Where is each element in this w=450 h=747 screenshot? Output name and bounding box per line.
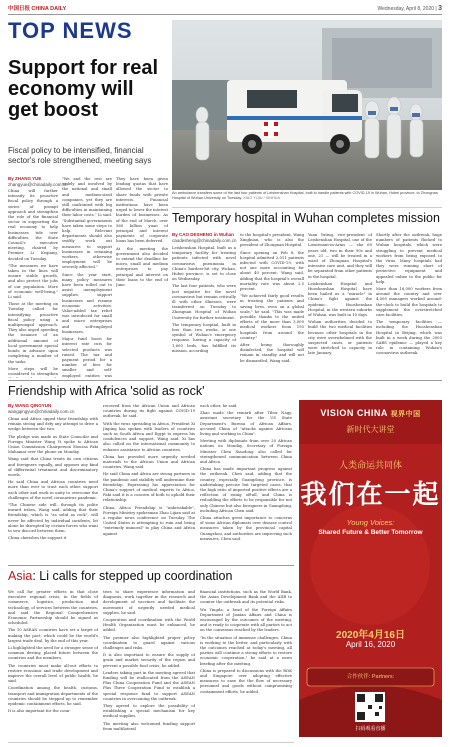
story1-headline: Support for real economy will get boost [8,57,159,121]
masthead-left: 中国日报 CHINA DAILY [8,6,67,12]
ambulance-photo-illustration [172,20,442,190]
story4-col3: financial institutions, such as the World Bank, the Asian Development Bank and the AIIB to counter the outbreak and its potential risks. Wu Yingda, a head of the Foreign Affairs Department of Jiaxian Affairs and China is encouraged by the outcomes of the meeting, and is ready to cooperate with all parties to act on the consensus reached by the leaders. "In the situation of immense challenges, China is working to the better, and particularly with the outcomes reached at today's meeting, all parties will continue a strong efforts to restore economic cooperation," he said at a news briefing after the meeting. China is prepared to discussions with the ROK and Singapore over adopting effective measures to ease the the flow of necessary personnel and goods without compromising containment efforts, he added. [200,589,292,694]
section-title: TOP NEWS [8,18,133,43]
masthead-date: Wednesday, April 8, 2020 | 3 [377,4,442,12]
story2-col1: Leishenshan Hospital, built as a temporary facility for treating patients infected with novel coronavirus pneumonia in China's hardest-hit city, Wuhan, Hubei province, is set to close on Wednesday. The last four patients, who were just negative for the novel coronavirus but remain critically ill with other illnesses, were transferred on Tuesday to Zhongnan Hospital of Wuhan University for further treatment. The temporary hospital, built in less than two weeks, is one symbol of Wuhan's emergency response, having a capacity of 1,600 beds, has fulfilled its mission, according [172,245,236,353]
ad-tagline: Shared Future & Better Tomorrow [318,529,423,536]
ad-brand: VISION CHINA 视界中国 [320,408,421,418]
story3-headline: Friendship with Africa 'solid as rock' [8,384,205,398]
ad-date-cn: 2020年4月16日 [336,630,405,641]
ad-note: 扫码观看直播 [355,726,386,732]
story2-headline: Temporary hospital in Wuhan completes mission [172,211,440,225]
masthead [8,3,442,13]
story2-col4: Shortly after the outbreak, huge numbers of patients flocked to Wuhan hospitals, which were struggling to prevent medical workers from being exposed to the virus. Many hospitals had they were running short of protective equipment and appealed online to the public for help. More than 16,000 workers from around the country and over 4,000 managers worked around-the-clock to build the hospitals to supplement the overstretched care facilities. The temporary facilities — including the Huoshenshan Hospital in Beijing, which was built in a week during the 2003 SARS epidemic — played a key role in containing Wuhan's coronavirus outbreak. [376,232,442,356]
story4-col1: We call for greater efforts in that close executive regional crisis, in the fields of commerce, logistics, production and technology, of services between the countries, and said the Regional Comprehensive Economic Partnership should be signed as scheduled. The 10 ASEAN countries have set a target of making the pact, which could be the world's largest trade deal, by the end of this year. Li highlighted the need for a stronger sense of common destiny, placed future between the countries and the members. The countries must make all-out efforts to restore economic and trade development and improve the overall level of public health, he said. Coordination among the health, customs, transport and immigration departments of the countries should be stepped up to remember epidemic containment efforts, he said. It is also important for the coun- [8,589,98,714]
story1-col3: They have been given lending quotas that have allowed the sector to share funds with private interests. Financial institutions have been urged to lower the interest burden of businesses. As of the end of March, over 560 billion yuan of principal and interest payments of corporate loans has been deferred. At the meeting the government also decided to extend the deadline for micro, small and medium enterprises to pay principal and interest on their loans to the end of June. [116,176,168,288]
story1-col1: China will further intensify its proactive fiscal policy through a series of prompt approach and strengthen the role of the financial sector in supporting the real economy to help businesses tide over difficulties, the State Council's executive meeting, chaired by Premier Li Keqiang, decided on Tuesday. "The measures we have taken in the lines will ensure stable growth, and also protect the jobs of our population. More of economic well-being," Li said. Those at the meeting on Tuesday called for intensifying proactive fiscal policy using a multipronged approach. They also urged speeding the issuance of an additional amount of local government special bonds in advance upon completing a number of the tasks. More steps will be considered to strengthen [8,188,58,376]
ad-subtitle-cn: 人类命运共同体 [338,460,402,470]
story4-headline: Asia: Li calls for stepped up coordination [8,569,233,583]
story2-col3: Yuan Yuting, vice-president of Leishenshan Hospital, one of the Lieutenant-in-Arms — she 60 years old, two in their 90s and one, 21 — will be treated in a ward of Zhongnan Hospital's intensive care unit, and they will be separated from other patients in the hospital. Leishenshan Hospital and Huoshenshan Hospital have been hailed as a "miracle" in China's fight against the epidemic. Huoshenshan Hospital, in the western suburbs of Wuhan, was built in 10 days. Wuhan authorities decided to build the two medical facilities because other hospitals in the city were overwhelmed with the suspected cases, or patients were stretched to capacity in late January. [308,232,372,356]
story2-byline: By CAO DESHENG in Wuhan caodesheng@chinadaily.com.cn [172,232,237,243]
ad-partners: 合作伙伴: Partners: [346,674,395,680]
ad-voices: Young Voices: [346,518,395,527]
story4-kicker: Asia [8,569,33,583]
ad-date-en: April 16, 2020 [345,640,396,649]
story3-byline: By WANG QINGYUN wangqingyun@chinadaily.com.cn [8,403,75,414]
story1-col2: "We and the rest are widely and involved by the national and small and medium-sized companies, yet they are still confronted with big difficulties in maintaining their labor costs," Li said. "Substantial governments have taken some steps to help. Relevant departments should also swiftly work out measures to support businesses in retaining workers, otherwise employment will be severely affected." Since the year start, many policy measures have been rolled out to assist unemployment supplies, support businesses and resume economic activities. Value-added tax relief was introduced for small and micro enterprises and self-employed businesses. Major fund boost for interest rate cuts for selected products was raised. The tax and payment period for a number of fees for smaller and self-employed entities was [62,176,112,378]
caption-rule [172,207,442,208]
story3-col3: each other, he said. Zhao made the remark after Tibor Nagy, assistant secretary for the US State Department's Bureau of African Affairs, accused China of "attacks against Africans living and working in China". Meeting with diplomats from over 20 African nations on Monday, Secretary of Foreign Minister Chen Xiaodong also called for strengthened communication between China and Africa. China has made important progress against the outbreak, Chen said, adding that the country, especially Guangdong province, is undertaking precise but targeted cases, that the high ratio of imported positive effects are a reflection of rising off-all, and China is redoubling the efforts to be responsible for not only Chinese but also foreigners in Guangdong, including African Chen said. China attaches great importance to concerns of some African diplomats over disease control measures taken by the provincial capital Guangzhou, and authorities are improving such measures, Chen said. [200,403,292,541]
masthead-rule [8,14,442,15]
footer-rule [8,742,294,743]
story1-byline: By ZHANG YUE zhangyue@chinadaily.com.cn [8,176,68,187]
story2-col2: to the hospital's president, Wang Xinghuan, who is also the president of Zhongnan Hospital. Since opening on Feb 8, the hospital admitted 2,011 patients infected with COVID-19, with not one more accounting for about 40 percent, Wang said, adding that the hospital's overall mortality rate was about 2.5 percent. "We achieved fairly good results in treating the patients and saving lives, even on a global scale," he said. "This was made possible thanks to the united efforts of the more than 3,000 medical workers from 195 hospitals from around the country." After being thoroughly disinfected, the hospital will remain in standby and will not be dismantled, Wang said. [240,232,304,363]
photo-caption: An ambulance transfers some of the last four patients of Leishenshan Hospital, built to handle patients with COVID-19 in Wuhan, Hubei province, to Zhongnan Hospital of Wuhan University on Tuesday. XIAO YIJIU / XINHUA [172,191,438,200]
story3-col1: China and Africa upped their friendship with remain strong and defy any attempt to drive a wedge between the two. The pledge was made as State Councilor and Foreign Minister Wang Yi spoke to African Union Commission Chairperson Moussa Faki Mahamat over the phone on Monday. Wang said that China treats its own citizens and foreigners equally, and opposes any kind of differential treatment and discriminatory words. He said China and African countries need more than ever to trust each other, support each other and work in unity to overcome the challenges of the novel coronavirus pandemic. "The Chinese side will, through its polite inward tribes, Wang said, adding that their friendship, which is "as solid as rock", will never be affected by individual incidents, let alone be disrupted by certain forces who want to sow discord between them. China cherishes the support it [8,416,98,541]
ad-channel: 新时代大讲堂 [346,425,395,434]
vision-china-advertisement [299,400,442,737]
ad-title-cn: 我们在一起 [300,480,441,510]
section-rule-1 [8,380,442,381]
story1-deck: Fiscal policy to be intensified, financial sector's role strengthened, meeting says [8,146,152,165]
news-photo [172,20,442,190]
section-rule-2 [8,565,294,566]
ad-background [299,400,442,737]
story4-col2: tries to share experience information and diagnosis, work together in the research and development of vaccines and facilitate the movement of urgently needed medical supplies, he said. Cooperation and coordination with the World Health Organization must be enhanced, he added. The premier also highlighted proper policy coordination to guard against various challenges and risks. It is also important to ensure the supply of grain and market security of the region and prevent a possible food crisis, he added. Leaders taking part in the meeting agreed that funding will be reallocated from the ASEAN Plus China Cooperation Fund and the ASEAN Plus Three Cooperation Fund to establish a special response fund to support ASEAN countries in overcoming the outbreak. They agreed to explore the possibility of establishing a special mechanism for key medical supplies. The meeting also welcomed funding support from multilateral [103,589,195,731]
story3-col2: received from the African Union and African countries during its fight against COVID-19 outbreak, he said. With the virus spreading in Africa, President Xi Jinping has spoken with leaders of countries such as South Africa and Egypt to express his condolences and support, Wang said. Xi has also called on the international community to enhance assistance to African countries. China has provided more urgently needed materials to the African Union and African countries, Wang said. He said China and Africa are strong partners in the pandemic and stability will undermine their friendship. Expressing his appreciation for China's support of medical experts to Africa, Faki said it is a concern of both to uphold their relationship. China, Africa Friendship is "unbreakable", Foreign Ministry spokesman Zhao Lijian said at a regular news conference on Tuesday. The United States is attempting to ruin and being "extremely immoral" to play China and Africa against [103,403,195,536]
